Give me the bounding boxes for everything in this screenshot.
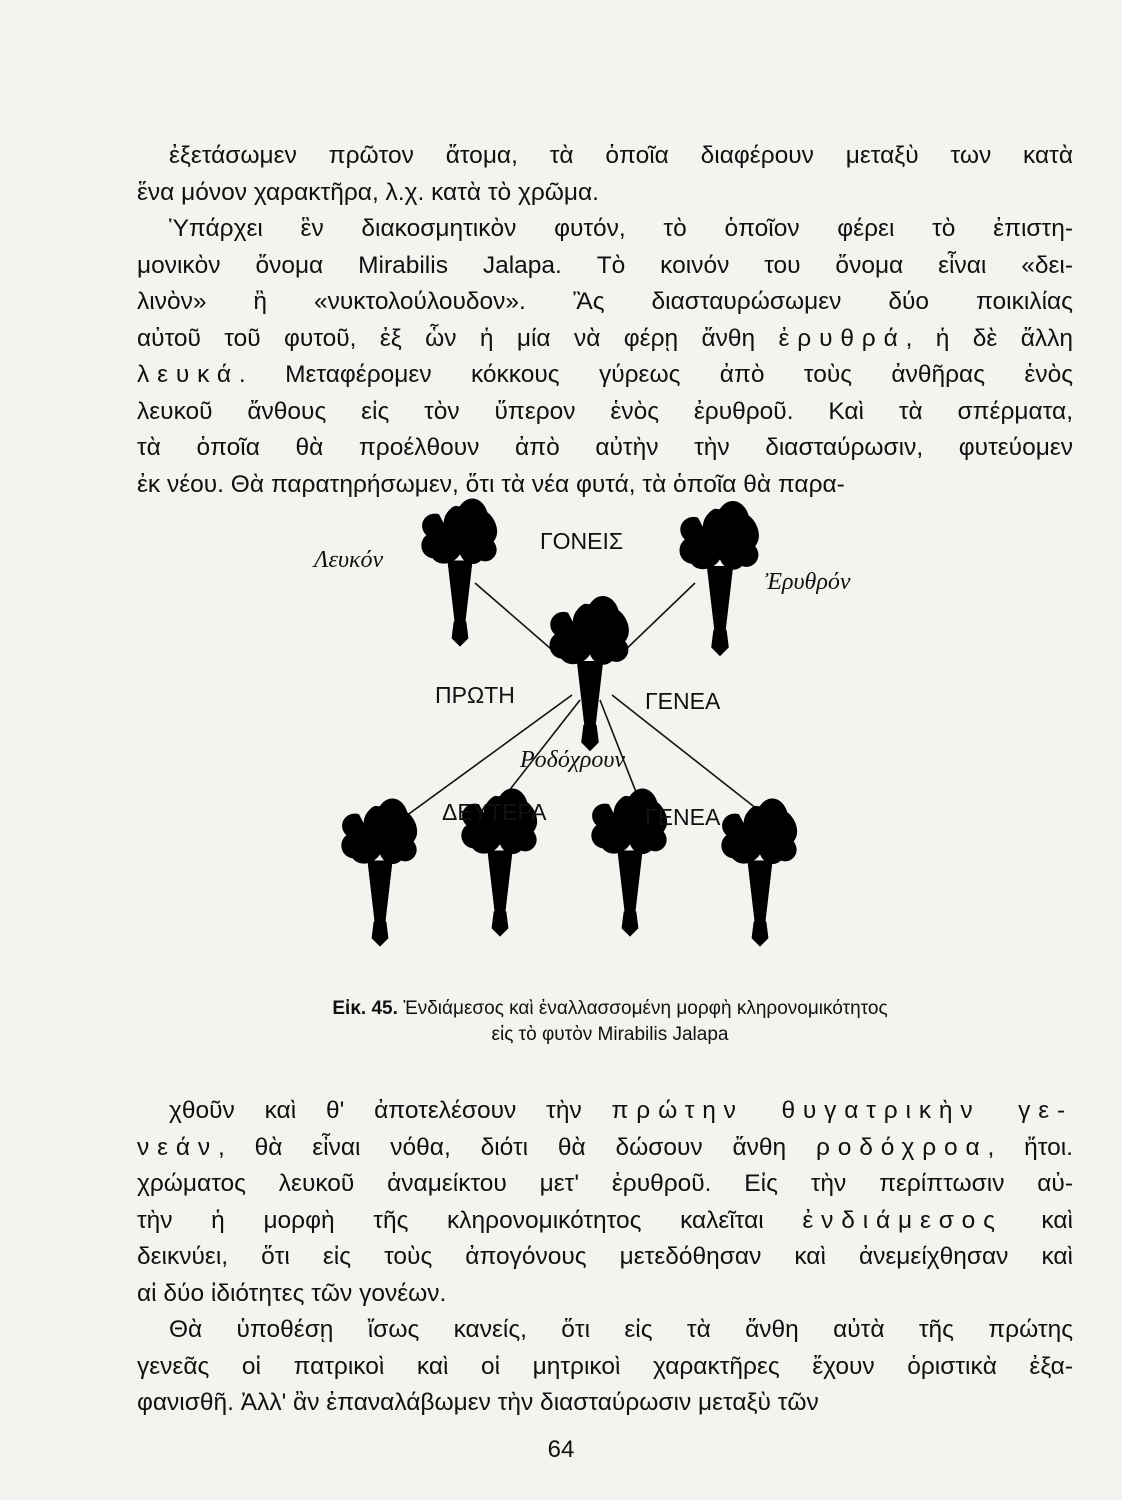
text-line xyxy=(137,321,1073,358)
text-run: . Μεταφέρομεν κόκκους γύρεως ἀπὸ τοὺς ἀνθῆρας ἑνὸς xyxy=(238,361,1073,388)
page-number: 64 xyxy=(547,1436,575,1463)
text-line xyxy=(137,175,1073,212)
emphasized-text: πρώτην θυγατρικὴν γε- xyxy=(611,1097,1073,1124)
text-run: χρώματος λευκοῦ ἀναμείκτου μετ' ἐρυθροῦ. Εἰς τὴν περίπτωσιν αὐ- xyxy=(137,1170,1073,1197)
text-run: , ἡ δὲ ἄλλη xyxy=(905,324,1073,352)
text-line xyxy=(137,1093,1073,1130)
text-run: λινὸν» ἢ «νυκτολούλουδον». Ἂς διασταυρώσωμεν δύο ποικιλίας xyxy=(137,288,1073,315)
label-first: ΠΡΩΤΗ xyxy=(435,682,515,708)
text-line xyxy=(137,1239,1073,1276)
white-parent-flower xyxy=(421,498,497,646)
text-line xyxy=(137,1349,1073,1386)
text-run: δεικνύει, ὅτι εἰς τοὺς ἀπογόνους μετεδόθησαν καὶ ἀνεμείχθησαν καὶ xyxy=(137,1243,1073,1270)
text-line xyxy=(137,467,1073,504)
text-line xyxy=(137,284,1073,321)
inheritance-figure xyxy=(300,505,860,855)
red-parent-flower xyxy=(680,501,759,656)
text-run: αἱ δύο ἰδιότητες τῶν γονέων. xyxy=(137,1279,447,1307)
text-run: αὐτοῦ τοῦ φυτοῦ, ἐξ ὧν ἡ μία νὰ φέρῃ ἄνθη xyxy=(137,324,779,352)
label-parents: ΓΟΝΕΙΣ xyxy=(540,528,624,554)
label-pink: Ροδόχρουν xyxy=(520,747,626,773)
text-run: ἕνα μόνον χαρακτῆρα, λ.χ. κατὰ τὸ χρῶμα. xyxy=(137,178,599,206)
text-line xyxy=(137,1312,1073,1349)
emphasized-text: νεάν xyxy=(137,1133,218,1161)
text-run: φανισθῆ. Ἀλλ' ἂν ἐπαναλάβωμεν τὴν διασταύρωσιν μεταξὺ τῶν xyxy=(137,1389,819,1416)
text-run: Ὑπάρχει ἓν διακοσμητικὸν φυτόν, τὸ ὁποῖον φέρει τὸ ἐπιστη- xyxy=(169,215,1073,242)
text-run: ἐξετάσωμεν πρῶτον ἄτομα, τὰ ὁποῖα διαφέρουν μεταξὺ των κατὰ xyxy=(169,142,1073,169)
white-f2-flower xyxy=(341,798,417,946)
caption-line-1 xyxy=(220,996,1000,1022)
label-generation-1: ΓΕΝΕΑ xyxy=(645,688,721,714)
text-line xyxy=(137,1385,1073,1422)
text-run: χθοῦν καὶ θ' ἀποτελέσουν τὴν xyxy=(169,1097,612,1124)
label-red: Ἐρυθρόν xyxy=(765,569,851,595)
pink-f1-flower xyxy=(550,596,629,751)
bottom-text-block xyxy=(137,1093,1073,1422)
caption-title-line-1: Ἐνδιάμεσος καὶ ἐναλλασσομένη μορφὴ κληρονομικότητος xyxy=(403,998,888,1019)
text-run: καὶ xyxy=(1002,1206,1073,1234)
text-line xyxy=(137,357,1073,394)
text-line xyxy=(137,138,1073,175)
caption-title-line-2: εἰς τὸ φυτὸν Mirabilis Jalapa xyxy=(491,1024,729,1045)
text-run: τὰ ὁποῖα θὰ προέλθουν ἀπὸ αὐτὴν τὴν διασταύρωσιν, φυτεύομεν xyxy=(137,434,1073,461)
text-run: Θὰ ὑποθέσῃ ἴσως κανείς, ὅτι εἰς τὰ ἄνθη αὐτὰ τῆς πρώτης xyxy=(169,1316,1073,1343)
text-line xyxy=(137,1276,1073,1313)
text-run: , ἤτοι. xyxy=(987,1133,1073,1161)
text-line xyxy=(137,1203,1073,1240)
label-generation-2: ΓΕΝΕΑ xyxy=(645,804,721,830)
emphasized-text: ἐνδιάμεσος xyxy=(802,1206,1003,1234)
mirabilis-inheritance-diagram xyxy=(300,505,860,855)
text-line xyxy=(137,394,1073,431)
text-run: λευκοῦ ἄνθους εἰς τὸν ὕπερον ἑνὸς ἐρυθροῦ. Καὶ τὰ σπέρματα, xyxy=(137,397,1073,425)
caption-figure-id: Εἰκ. 45. xyxy=(332,998,398,1019)
text-line xyxy=(137,248,1073,285)
text-line xyxy=(137,1166,1073,1203)
label-white: Λευκόν xyxy=(314,547,384,573)
text-line xyxy=(137,1130,1073,1167)
text-run: ἐκ νέου. Θὰ παρατηρήσωμεν, ὅτι τὰ νέα φυτά, τὰ ὁποῖα θὰ παρα- xyxy=(137,470,845,498)
top-text-block xyxy=(137,138,1073,503)
text-run: τὴν ἡ μορφὴ τῆς κληρονομικότητος καλεῖται xyxy=(137,1206,803,1234)
text-line xyxy=(137,430,1073,467)
label-second: ΔΕΥΤΕΡΑ xyxy=(442,799,547,825)
text-run: , θὰ εἶναι νόθα, διότι θὰ δώσουν ἄνθη xyxy=(217,1133,817,1161)
text-line xyxy=(137,211,1073,248)
emphasized-text: ροδόχροα xyxy=(816,1133,988,1161)
text-run: γενεᾶς οἱ πατρικοὶ καὶ οἱ μητρικοὶ χαρακτῆρες ἔχουν ὁριστικὰ ἐξα- xyxy=(137,1352,1073,1380)
figure-caption xyxy=(220,996,1000,1048)
emphasized-text: λευκά xyxy=(137,361,239,388)
text-run: μονικὸν ὄνομα Mirabilis Jalapa. Τὸ κοινόν του ὄνομα εἶναι «δει- xyxy=(137,251,1073,279)
emphasized-text: ἐρυθρά xyxy=(778,324,906,352)
red-f2-flower xyxy=(721,798,797,946)
